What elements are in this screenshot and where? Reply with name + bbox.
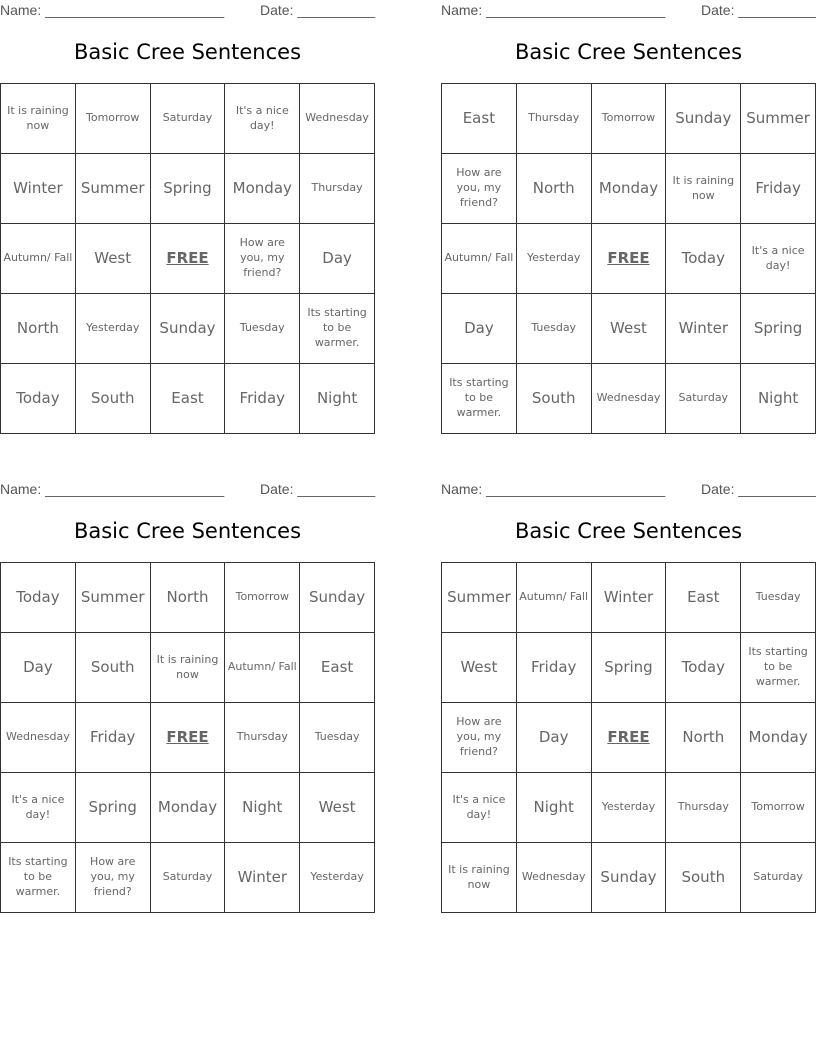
bingo-cell: Its starting to be warmer.: [1, 843, 76, 913]
bingo-cell: East: [666, 563, 741, 633]
bingo-cell: Wednesday: [1, 703, 76, 773]
bingo-cell: Autumn/ Fall: [442, 224, 517, 294]
bingo-cell: Day: [517, 703, 592, 773]
bingo-grid: [441, 83, 816, 434]
bingo-cell: Friday: [741, 154, 816, 224]
bingo-cell: Tuesday: [300, 703, 375, 773]
bingo-card-3: [0, 479, 375, 919]
name-label: Name: _______________________: [441, 481, 666, 497]
bingo-cell: Summer: [442, 563, 517, 633]
free-space-cell: FREE: [592, 703, 667, 773]
bingo-cell: It's a nice day!: [741, 224, 816, 294]
bingo-cell: Tuesday: [225, 294, 300, 364]
bingo-cell: Wednesday: [300, 84, 375, 154]
free-space-cell: FREE: [151, 224, 226, 294]
bingo-cell: Autumn/ Fall: [1, 224, 76, 294]
bingo-cell: Night: [741, 364, 816, 434]
bingo-cell: Spring: [151, 154, 226, 224]
bingo-cell: Friday: [225, 364, 300, 434]
bingo-grid: [441, 562, 816, 913]
bingo-cell: How are you, my friend?: [76, 843, 151, 913]
bingo-cell: South: [76, 633, 151, 703]
bingo-cell: Sunday: [666, 84, 741, 154]
bingo-cell: Saturday: [741, 843, 816, 913]
date-label: Date: __________: [260, 2, 376, 18]
bingo-cell: Tuesday: [517, 294, 592, 364]
bingo-cell: Tuesday: [741, 563, 816, 633]
bingo-cell: South: [76, 364, 151, 434]
card-title: Basic Cree Sentences: [514, 519, 743, 543]
bingo-cell: Day: [442, 294, 517, 364]
bingo-cell: Thursday: [666, 773, 741, 843]
bingo-cell: Today: [666, 224, 741, 294]
bingo-cell: Wednesday: [517, 843, 592, 913]
bingo-cell: Spring: [741, 294, 816, 364]
bingo-cell: Winter: [666, 294, 741, 364]
bingo-cell: It's a nice day!: [225, 84, 300, 154]
bingo-cell: North: [517, 154, 592, 224]
bingo-cell: West: [300, 773, 375, 843]
bingo-cell: Yesterday: [592, 773, 667, 843]
bingo-cell: It is raining now: [151, 633, 226, 703]
bingo-cell: Saturday: [666, 364, 741, 434]
name-label: Name: _______________________: [0, 481, 225, 497]
bingo-card-4: [441, 479, 816, 919]
bingo-cell: West: [442, 633, 517, 703]
bingo-cell: West: [592, 294, 667, 364]
bingo-cell: Day: [300, 224, 375, 294]
bingo-cell: Tomorrow: [592, 84, 667, 154]
bingo-cell: Monday: [592, 154, 667, 224]
bingo-cell: It is raining now: [1, 84, 76, 154]
bingo-cell: Night: [300, 364, 375, 434]
bingo-cell: Day: [1, 633, 76, 703]
bingo-cell: Monday: [741, 703, 816, 773]
bingo-cell: Tomorrow: [225, 563, 300, 633]
bingo-cell: It's a nice day!: [442, 773, 517, 843]
name-label: Name: _______________________: [0, 2, 225, 18]
name-date-line: [0, 479, 375, 501]
bingo-cell: Summer: [741, 84, 816, 154]
bingo-cell: Its starting to be warmer.: [442, 364, 517, 434]
bingo-cell: East: [442, 84, 517, 154]
name-date-line: [0, 0, 375, 22]
bingo-cell: Spring: [592, 633, 667, 703]
bingo-cell: Autumn/ Fall: [517, 563, 592, 633]
date-label: Date: __________: [701, 481, 816, 497]
name-date-line: [441, 479, 816, 501]
free-space-cell: FREE: [151, 703, 226, 773]
bingo-cell: Spring: [76, 773, 151, 843]
bingo-card-1: [0, 0, 375, 440]
bingo-cell: How are you, my friend?: [442, 154, 517, 224]
bingo-cell: Yesterday: [76, 294, 151, 364]
bingo-cell: How are you, my friend?: [442, 703, 517, 773]
bingo-cell: Summer: [76, 563, 151, 633]
bingo-cell: Thursday: [517, 84, 592, 154]
card-title: Basic Cree Sentences: [514, 40, 743, 64]
bingo-cell: Sunday: [151, 294, 226, 364]
bingo-cell: Night: [517, 773, 592, 843]
bingo-cell: Today: [1, 364, 76, 434]
bingo-cell: Sunday: [300, 563, 375, 633]
bingo-cell: Saturday: [151, 84, 226, 154]
bingo-cell: Autumn/ Fall: [225, 633, 300, 703]
bingo-cell: It's a nice day!: [1, 773, 76, 843]
bingo-cell: Monday: [225, 154, 300, 224]
bingo-cell: Friday: [76, 703, 151, 773]
bingo-cell: West: [76, 224, 151, 294]
bingo-cell: Sunday: [592, 843, 667, 913]
bingo-cell: It is raining now: [442, 843, 517, 913]
bingo-cell: East: [300, 633, 375, 703]
bingo-grid: [0, 83, 375, 434]
bingo-cell: Tomorrow: [76, 84, 151, 154]
bingo-cell: Today: [666, 633, 741, 703]
bingo-cell: Summer: [76, 154, 151, 224]
bingo-cell: Monday: [151, 773, 226, 843]
date-label: Date: __________: [701, 2, 816, 18]
bingo-cell: South: [666, 843, 741, 913]
bingo-cell: Wednesday: [592, 364, 667, 434]
bingo-cell: Night: [225, 773, 300, 843]
bingo-cell: Yesterday: [300, 843, 375, 913]
bingo-card-2: [441, 0, 816, 440]
card-title: Basic Cree Sentences: [73, 519, 302, 543]
bingo-cell: Its starting to be warmer.: [741, 633, 816, 703]
bingo-cell: Thursday: [225, 703, 300, 773]
name-label: Name: _______________________: [441, 2, 666, 18]
bingo-cell: Tomorrow: [741, 773, 816, 843]
bingo-cell: North: [151, 563, 226, 633]
bingo-grid: [0, 562, 375, 913]
bingo-cell: It is raining now: [666, 154, 741, 224]
free-space-cell: FREE: [592, 224, 667, 294]
bingo-cell: Today: [1, 563, 76, 633]
card-title: Basic Cree Sentences: [73, 40, 302, 64]
bingo-cell: How are you, my friend?: [225, 224, 300, 294]
bingo-cell: Yesterday: [517, 224, 592, 294]
bingo-cell: South: [517, 364, 592, 434]
bingo-cell: North: [1, 294, 76, 364]
bingo-cell: Winter: [225, 843, 300, 913]
bingo-cell: Winter: [1, 154, 76, 224]
bingo-cell: Friday: [517, 633, 592, 703]
bingo-cell: Its starting to be warmer.: [300, 294, 375, 364]
bingo-cell: North: [666, 703, 741, 773]
date-label: Date: __________: [260, 481, 376, 497]
bingo-cell: Saturday: [151, 843, 226, 913]
name-date-line: [441, 0, 816, 22]
bingo-cell: East: [151, 364, 226, 434]
bingo-cell: Thursday: [300, 154, 375, 224]
bingo-cell: Winter: [592, 563, 667, 633]
